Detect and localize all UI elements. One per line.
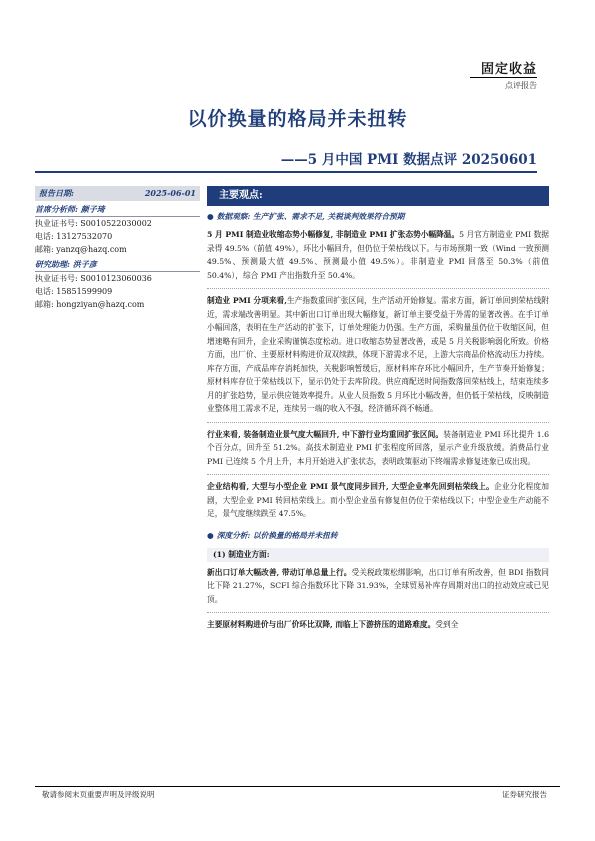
paragraph-lead: 主要原材料购进价与出厂价环比双降, 而临上下游挤压的道路难度。: [207, 620, 436, 629]
report-date: 2025-06-01: [144, 188, 196, 198]
divider: [207, 288, 549, 290]
divider: [207, 422, 549, 424]
page-title: 以价换量的格局并未扭转: [187, 108, 408, 130]
bullet-icon: ●: [207, 530, 214, 540]
paragraph-industry: [207, 428, 549, 469]
chief-email: 邮箱: yanzq@hazq.com: [35, 245, 127, 254]
paragraph-lead: 行业来看, 装备制造业景气度大幅回升, 中下游行业均重回扩张区间。: [207, 429, 444, 439]
paragraph-lead: 制造业 PMI 分项来看,: [207, 296, 287, 305]
header-rule: [470, 77, 537, 78]
chief-phone: 电话: 13127532070: [35, 232, 113, 241]
author-info-panel: [35, 186, 200, 311]
research-assistant: 研究助理: 洪子彦: [35, 258, 200, 272]
divider: [207, 612, 549, 614]
main-content: [207, 186, 549, 632]
paragraph-pmi-components: [207, 294, 549, 416]
paragraph-body: 受到全: [435, 620, 459, 629]
bullet-icon: ●: [207, 212, 214, 221]
assistant-cert: 执业证书号: S0010123060036: [35, 274, 152, 283]
section-heading-data-observation: ● 数据观察: 生产扩张、需求不足, 关税谈判效果符合预期: [207, 212, 405, 221]
paragraph-prices: [207, 618, 549, 632]
paragraph-lead: 新出口订单大幅改善, 带动订单总量上行。: [207, 567, 352, 577]
chief-analyst: 首席分析师: 颜子琦: [35, 203, 200, 217]
report-date-label: 报告日期:: [39, 188, 74, 198]
paragraph-body: 5 月官方制造业 PMI 数据录得 49.5%（前值 49%），环比小幅回升，但仍位于荣枯线以下。与市场预期一致（Wind 一致预测 49.5%、预测最大值 49.5%、预测最小值 49.5%）。非制造业 PMI 回落至 50.3%（前值 50.4%），综合 PMI 产出指数升至 50.4%。: [207, 230, 549, 280]
report-subcategory: 点评报告: [505, 81, 537, 90]
assistant-email: 邮箱: hongziyan@hazq.com: [35, 300, 145, 309]
page-subtitle: ——5 月中国 PMI 数据点评 20250601: [280, 152, 537, 168]
paragraph-body: 受关税政策松绑影响，出口订单有所改善，但 BDI 指数同比下降 21.27%，SCFI 综合指数环比下降 31.93%，全球贸易补库存周期对出口的拉动效应或已见顶。: [207, 567, 549, 604]
assistant-phone: 电话: 15851599909: [35, 287, 113, 296]
paragraph-lead: 企业结构看, 大型与小型企业 PMI 景气度同步回升, 大型企业率先回到枯荣线上。: [207, 482, 494, 491]
report-date-bar: [35, 186, 200, 201]
paragraph-body: 装备制造业 PMI 环比提升 1.6 个百分点，回升至 51.2%。高技术制造业 PMI 扩张程度所回落，显示产业升级放缓。消费品行业 PMI 已连续 5 个月上升，本月开始进入扩张状态，表明政策驱动下终端需求修复迹象已成出现。: [207, 429, 549, 466]
paragraph-body: 企业分化程度加剧，大型企业 PMI 转回枯荣线上。而小型企业虽有修复但仍位于荣枯线以下；中型企业生产动能不足，景气度继续跌至 47.5%。: [207, 482, 549, 518]
paragraph-body: 生产指数重回扩张区间，生产活动开始修复。需求方面，新订单回到荣枯线附近，需求端改善明显。其中新出口订单出现大幅修复，新订单主要受益于外需的显著改善。在手订单小幅回落，表明在生产活动的扩张下，订单处理能力仍强。生产方面，采购量虽仍位于收缩区间，但增速略有回升，企业采购谨慎态度松动。进口收缩态势显著改善，或是 5 月关税影响弱化所致。价格方面，出厂价、主要原材料购进价双双续跌，体现下游需求不足，上游大宗商品价格流动压力持续。库存方面，产成品库存消耗加快，关税影响暂缓后，原材料库存环比小幅回升，生产节奏开始修复；原材料库存位于荣枯线以下，显示仍处于去库阶段。供应商配送时间指数落回荣枯线上，结束连续多月的扩张趋势，显示供应链效率提升。从业人员指数 5 月环比小幅改善，但仍低于荣枯线，反映制造业整体用工需求不足，连续另一端的收入不强，经济循环尚不畅通。: [207, 296, 549, 413]
report-category: 固定收益: [480, 62, 537, 77]
paragraph-pmi-overview: [207, 228, 549, 282]
chief-cert: 执业证书号: S0010522030002: [35, 219, 152, 228]
section-heading-deep-analysis: ● 深度分析: 以价换量的格局并未扭转: [207, 530, 338, 540]
paragraph-lead: 5 月 PMI 制造业收缩态势小幅修复, 非制造业 PMI 扩张态势小幅降温。: [207, 230, 460, 239]
footer-disclaimer: 敬请参阅末页重要声明及评级说明: [42, 790, 155, 799]
paragraph-export-orders: [207, 566, 549, 607]
main-viewpoints-bar: 主要观点:: [207, 186, 549, 206]
subsection-manufacturing: (1) 制造业方面:: [207, 548, 549, 562]
footer-rule: [35, 786, 560, 787]
title-rule: [35, 171, 537, 173]
divider: [207, 474, 549, 476]
footer-report-type: 证券研究报告: [502, 790, 547, 799]
paragraph-enterprise-structure: [207, 480, 549, 521]
